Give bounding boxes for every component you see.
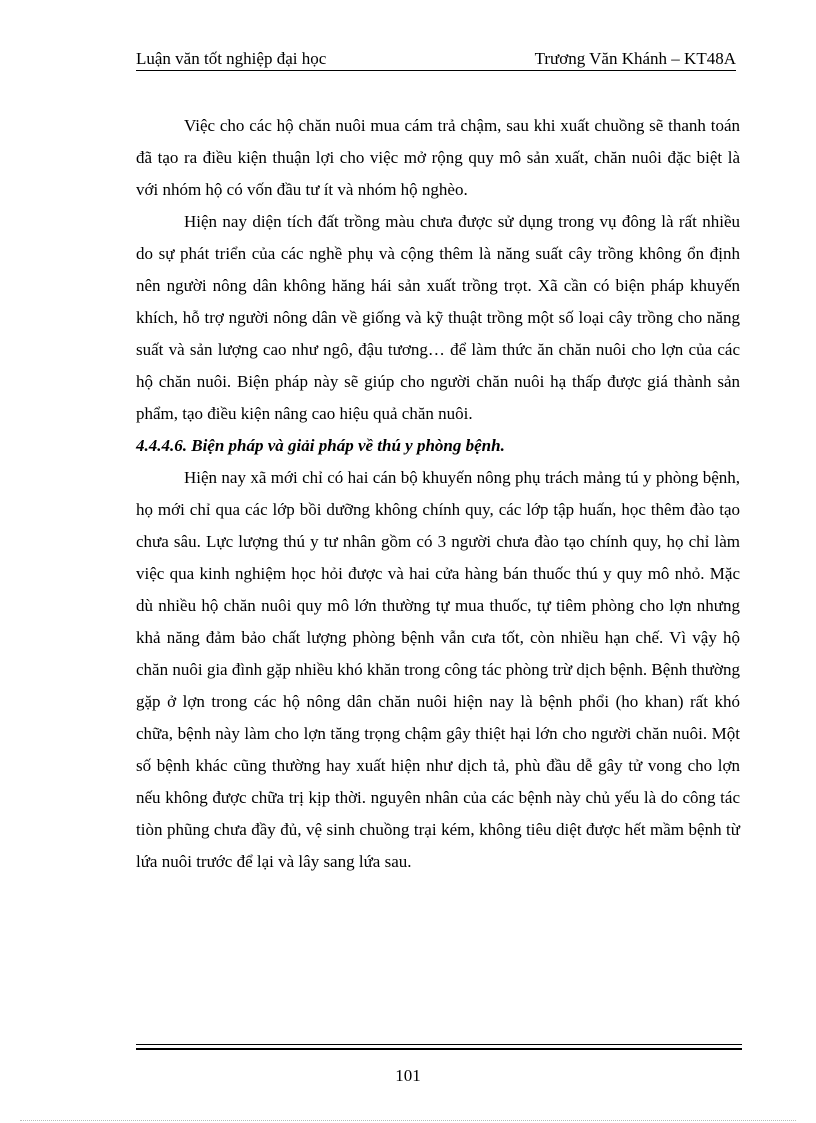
paragraph-veterinary: Hiện nay xã mới chỉ có hai cán bộ khuyến nông phụ trách mảng tú y phòng bệnh, họ mới chỉ qua các lớp bồi dưỡng không chính quy, các lớp tập huấn, học thêm đào tạo chưa sâu. Lực lượng thú y tư nhân gồm có 3 người chưa đào tạo chính quy, họ chỉ làm việc qua kinh nghiệm học hỏi được và hai cửa hàng bán thuốc thú y quy mô nhỏ. Mặc dù nhiều hộ chăn nuôi quy mô lớn thường tự mua thuốc, tự tiêm phòng cho lợn nhưng khả năng đảm bảo chất lượng phòng bệnh vẫn cưa tốt, còn nhiều hạn chế. Vì vậy hộ chăn nuôi gia đình gặp nhiều khó khăn trong công tác phòng trừ dịch bệnh. Bệnh thường gặp ở lợn trong các hộ nông dân chăn nuôi hiện nay là bệnh phổi (ho khan) rất khó chữa, bệnh này làm cho lợn tăng trọng chậm gây thiệt hại lớn cho người chăn nuôi. Một số bệnh khác cũng thường hay xuất hiện như dịch tả, phù đầu dễ gây tử vong cho lợn nếu không được chữa trị kịp thời. nguyên nhân của các bệnh này chủ yếu là do công tác tiòn phũng chưa đầy đủ, vệ sinh chuồng trại kém, không tiêu diệt được hết mầm bệnh từ lứa nuôi trước để lại và lây sang lứa sau. bbox=[136, 468, 740, 871]
page-bottom-divider bbox=[20, 1120, 796, 1121]
page-number: 101 bbox=[395, 1066, 421, 1085]
header-thesis-title: Luận văn tốt nghiệp đại học bbox=[136, 49, 327, 68]
footer-rule-thin bbox=[136, 1044, 742, 1045]
paragraph-credit-feed: Việc cho các hộ chăn nuôi mua cám trả chậm, sau khi xuất chuồng sẽ thanh toán đã tạo ra điều kiện thuận lợi cho việc mở rộng quy mô sản xuất, chăn nuôi đặc biệt là với nhóm hộ có vốn đầu tư ít và nhóm hộ nghèo. bbox=[136, 116, 740, 199]
section-heading: 4.4.4.6. Biện pháp và giải pháp về thú y phòng bệnh. bbox=[136, 436, 505, 455]
page-header bbox=[136, 48, 736, 71]
paragraph-crop-land: Hiện nay diện tích đất trồng màu chưa được sử dụng trong vụ đông là rất nhiều do sự phát triển của các nghề phụ và cộng thêm là năng suất cây trồng không ổn định nên người nông dân không hăng hái sản xuất trồng trọt. Xã cần có biện pháp khuyến khích, hỗ trợ người nông dân về giống và kỹ thuật trồng một số loại cây trồng cho năng suất và sản lượng cao như ngô, đậu tương… để làm thức ăn chăn nuôi cho lợn của các hộ chăn nuôi. Biện pháp này sẽ giúp cho người chăn nuôi hạ thấp được giá thành sản phẩm, tạo điều kiện nâng cao hiệu quả chăn nuôi. bbox=[136, 212, 740, 423]
page-body bbox=[136, 110, 740, 878]
header-author: Trương Văn Khánh – KT48A bbox=[534, 49, 736, 68]
footer-rule-thick bbox=[136, 1048, 742, 1050]
